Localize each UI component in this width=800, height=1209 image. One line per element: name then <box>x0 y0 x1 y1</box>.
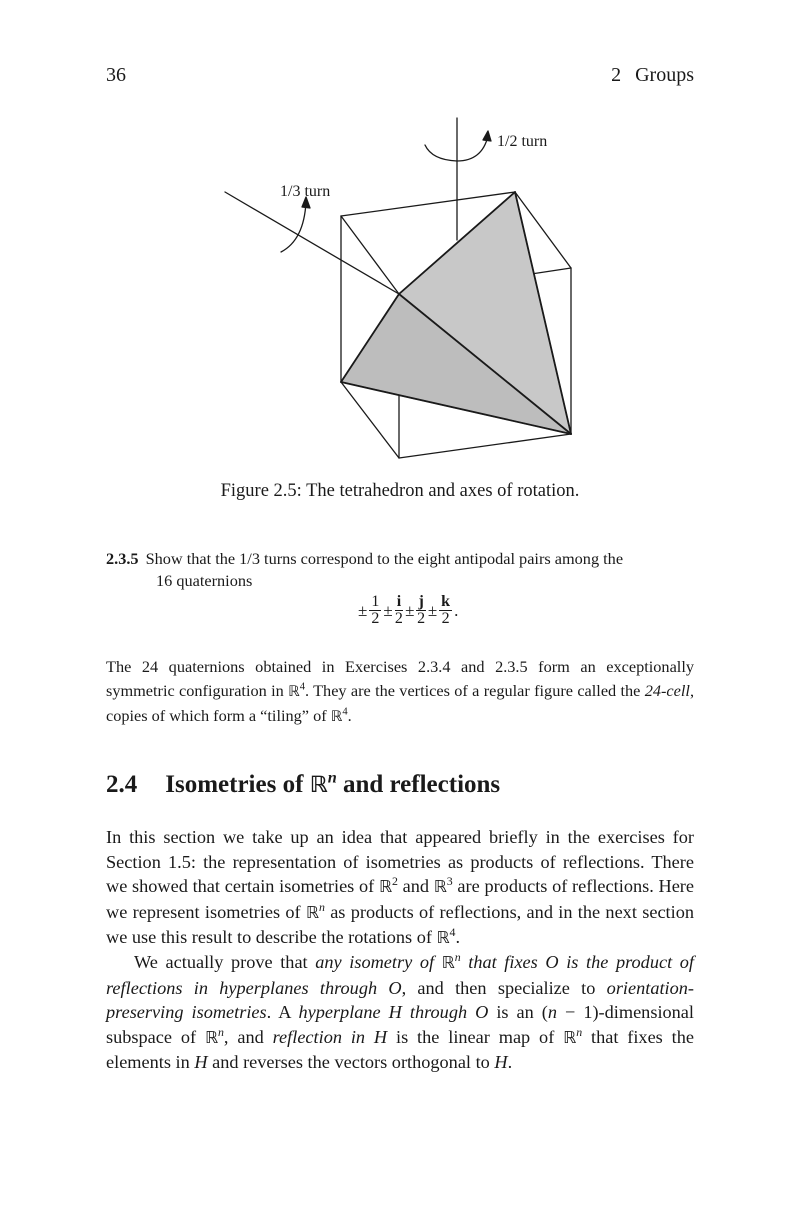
third-turn-axis <box>225 192 399 294</box>
fraction: $\frac{1}{2}$ <box>371 593 380 627</box>
exercise-number: 2.3.5 <box>106 549 139 568</box>
fraction: $\frac{i}{2}$ <box>394 593 403 627</box>
page-number: 36 <box>106 64 126 86</box>
quaternion-formula: ± $\frac{1}{2}$ ± $\frac{i}{2}$ ± $\frac{j}{2}$ ± $\frac{k}{2}$ . <box>358 593 459 627</box>
figure-caption: Figure 2.5: The tetrahedron and axes of rotation. <box>220 481 580 501</box>
fraction: $\frac{j}{2}$ <box>417 593 426 627</box>
paragraph-intro: In this section we take up an idea that appeared briefly in the exercises for Section 1.5: the representation of isometries as products of reflections. There we showed that certain isometries of ℝ$^2$ and ℝ$^3$ are products of reflections. Here we represent isometries of ℝ$^n$ as products of reflections, and in the next section we use this result to describe the rotations of ℝ$^4$. <box>106 827 695 947</box>
paragraph-24-cell: The 24 quaternions obtained in Exercises 2.3.4 and 2.3.5 form an exceptionally symmetric configuration in ℝ$^4$. They are the vertices of a regular figure called the 24-cell, copies of which form a “tiling” of ℝ$^4$. <box>106 657 695 725</box>
paragraph-theorem: We actually prove that any isometry of ℝ$^n$ that fixes O is the product of reflections in hyperplanes through O, and then specialize to orientation-preserving isometries. A hyperplane H through O is an (n − 1)-dimensional subspace of ℝ$^n$, and reflection in H is the linear map of ℝ$^n$ that fixes the elements in H and reverses the vectors orthogonal to H. <box>106 949 695 1072</box>
exercise-text-line1: Show that the 1/3 turns correspond to the eight antipodal pairs among the <box>145 549 624 568</box>
exercise-2-3-5 <box>106 548 694 592</box>
half-turn-arrowhead <box>483 131 491 141</box>
exercise-text-line2: 16 quaternions <box>156 571 253 590</box>
cube-edge <box>399 434 571 458</box>
chapter-title: Groups <box>635 64 694 86</box>
tetrahedron-figure <box>0 110 800 470</box>
cube-edge <box>341 216 399 294</box>
section-heading: 2.4 Isometries of ℝ$^n$ and reflections <box>106 768 501 798</box>
cube-edge <box>341 192 515 216</box>
half-turn-label: 1/2 turn <box>497 133 548 150</box>
third-turn-label: 1/3 turn <box>280 183 331 200</box>
running-header <box>597 64 694 87</box>
fraction: $\frac{k}{2}$ <box>441 593 451 627</box>
chapter-number: 2 <box>611 64 622 86</box>
